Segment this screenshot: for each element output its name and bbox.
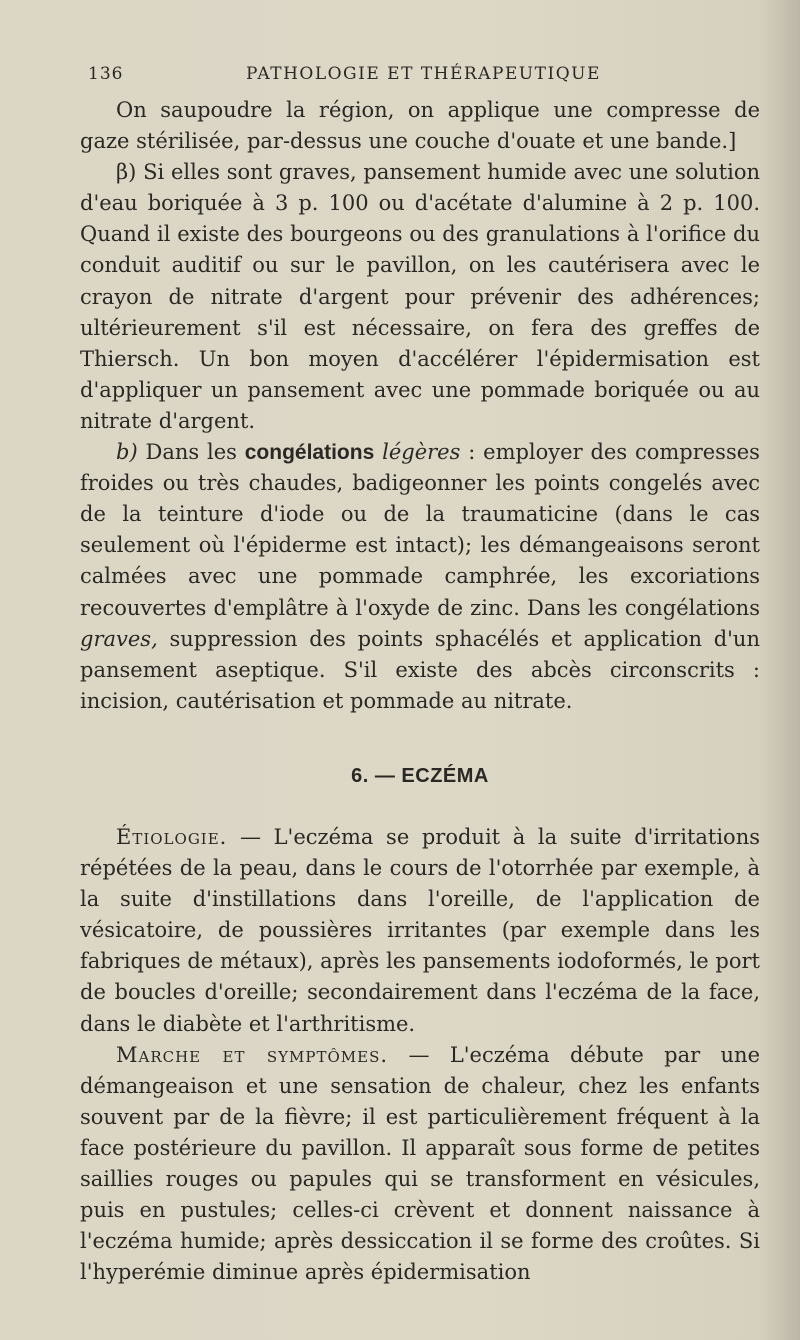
frostbite-text-1: : employer des compresses froides ou très chaudes, badigeonner les points congelés avec de la teinture d'iode ou de la traumaticine (dans le cas seulement où l'épiderme est intact); les démangeaisons seront calmées avec une pommade camphrée, les excoriations recouvertes d'emplâtre à l'oxyde de zinc. Dans les congélations bbox=[80, 440, 760, 620]
etiology-text: — L'eczéma se produit à la suite d'irritations répétées de la peau, dans le cours de l'otorrhée par exemple, à la suite d'instillations dans l'oreille, de l'application de vésicatoire, de poussières irritantes (par exemple dans les fabriques de métaux), après les pansements iodoformés, le port de boucles d'oreille; secondairement dans l'eczéma de la face, dans le diabète et l'arthritisme. bbox=[80, 824, 760, 1036]
body-text bbox=[80, 95, 760, 1288]
frostbite-text-2: suppression des points sphacélés et application d'un pansement aseptique. S'il existe des abcès circonscrits : incision, cautérisation et pommade au nitrate. bbox=[80, 626, 760, 713]
frostbite-mild: légères bbox=[382, 440, 461, 465]
frostbite-severe: graves, bbox=[80, 626, 158, 651]
page-header bbox=[88, 64, 738, 88]
paragraph-severe-cases: β) Si elles sont graves, pansement humide avec une solution d'eau boriquée à 3 p. 100 ou d'acétate d'alumine à 2 p. 100. Quand il existe des bourgeons ou des granulations à l'orifice du conduit auditif ou sur le pavillon, on les cautérisera avec le crayon de nitrate d'argent pour prévenir des adhérences; ultérieurement s'il est nécessaire, on fera des greffes de Thiersch. Un bon moyen d'accélérer l'épidermisation est d'appliquer un pansement avec une pommade boriquée ou au nitrate d'argent. bbox=[80, 160, 760, 433]
page-number: 136 bbox=[88, 64, 124, 84]
paragraph-symptoms bbox=[80, 1040, 760, 1289]
section-title: 6. — ECZÉMA bbox=[351, 764, 489, 787]
symptoms-label: Marche et symptômes. bbox=[116, 1042, 389, 1067]
paragraph-frostbite bbox=[80, 437, 760, 717]
paragraph-etiology bbox=[80, 822, 760, 1040]
paragraph-dressing-continued: On saupoudre la région, on applique une compresse de gaze stérilisée, par-dessus une couche d'ouate et une bande.] bbox=[80, 98, 760, 154]
list-marker: b) bbox=[116, 440, 138, 465]
running-title: PATHOLOGIE ET THÉRAPEUTIQUE bbox=[246, 64, 601, 84]
symptoms-text: — L'eczéma débute par une démangeaison et une sensation de chaleur, chez les enfants souvent par de la fièvre; il est particulièrement fréquent à la face postérieure du pavillon. Il apparaît sous forme de petites saillies rouges ou papules qui se transforment en vésicules, puis en pustules; celles-ci crèvent et donnent naissance à l'eczéma humide; après dessiccation il se forme des croûtes. Si l'hyperémie diminue après épidermisation bbox=[80, 1042, 761, 1285]
frostbite-lead: Dans les bbox=[145, 440, 237, 465]
frostbite-keyword: congélations bbox=[244, 441, 375, 465]
etiology-label: Étiologie. bbox=[116, 824, 228, 849]
